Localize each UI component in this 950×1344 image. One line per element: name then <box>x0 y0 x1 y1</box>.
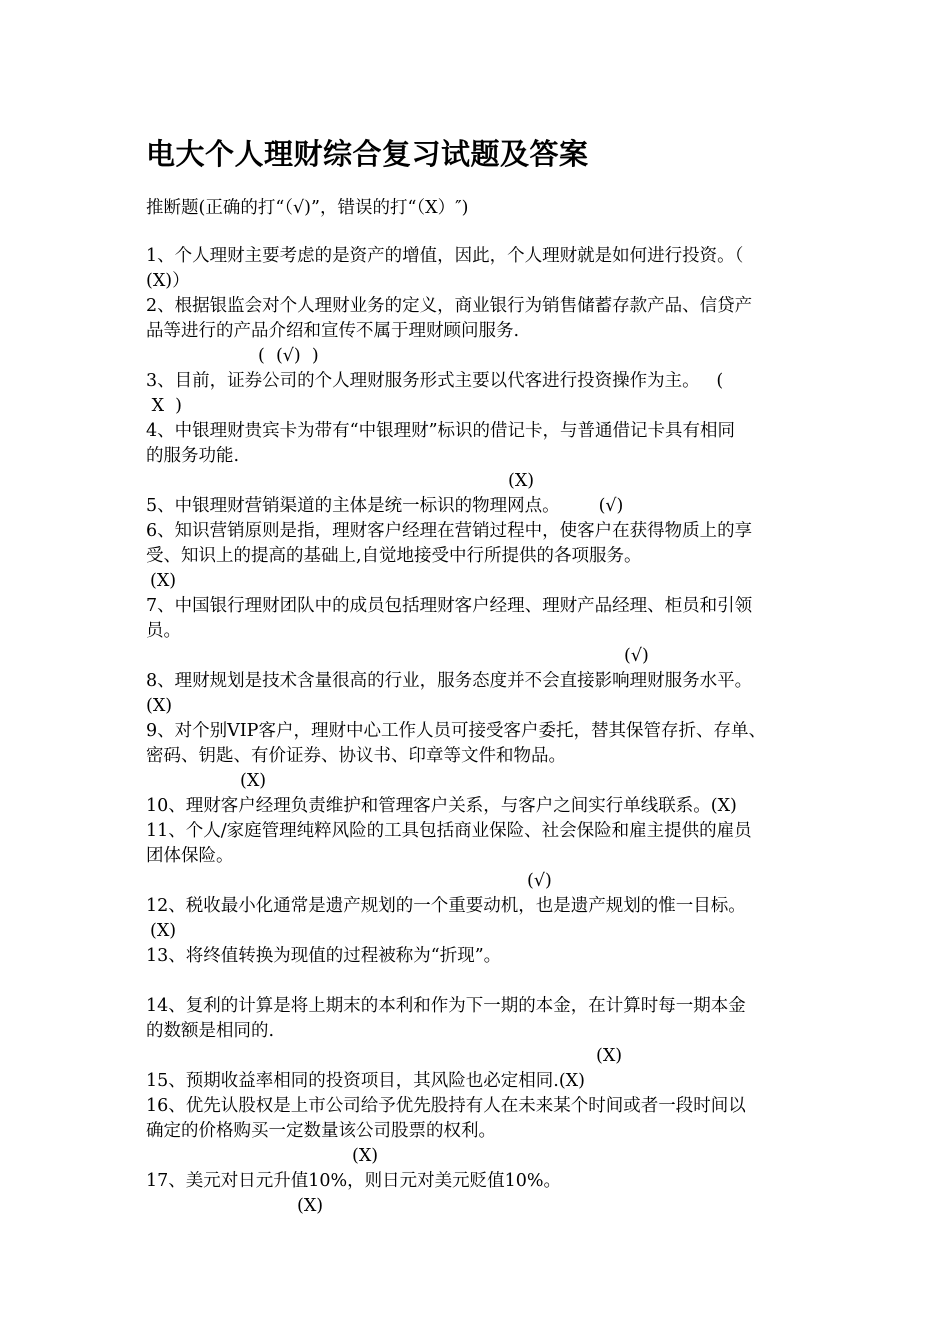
text-line: 品等进行的产品介绍和宣传不属于理财顾问服务. <box>146 321 520 341</box>
answer-mark: (X) <box>596 1046 623 1066</box>
text-line: 5、中银理财营销渠道的主体是统一标识的物理网点。 (√) <box>146 496 624 516</box>
answer-mark: (√) <box>624 646 649 666</box>
answer-mark: (X) <box>146 696 173 716</box>
text-line: 团体保险。 <box>146 846 234 866</box>
text-line: 10、理财客户经理负责维护和管理客户关系，与客户之间实行单线联系。(X) <box>146 796 737 816</box>
text-line: 11、个人/家庭管理纯粹风险的工具包括商业保险、社会保险和雇主提供的雇员 <box>146 821 752 841</box>
text-line: 17、美元对日元升值10%，则日元对美元贬值10%。 <box>146 1171 562 1191</box>
answer-mark: (X) <box>240 771 267 791</box>
text-line: 13、将终值转换为现值的过程被称为“折现”。 <box>146 946 502 966</box>
text-line: 3、目前，证券公司的个人理财服务形式主要以代客进行投资操作为主。 ( <box>146 371 724 391</box>
answer-mark: (X) <box>150 921 177 941</box>
text-line: 受、知识上的提高的基础上,自觉地接受中行所提供的各项服务。 <box>146 546 642 566</box>
answer-mark: (X) <box>352 1146 379 1166</box>
instruction-line: 推断题(正确的打“（√)”，错误的打“（X）″) <box>146 198 469 218</box>
text-line: 2、根据银监会对个人理财业务的定义，商业银行为销售储蓄存款产品、信贷产 <box>146 296 753 316</box>
answer-mark: (√) <box>527 871 552 891</box>
answer-mark: X ) <box>146 396 182 416</box>
text-line: 的服务功能. <box>146 446 240 466</box>
text-line: 12、税收最小化通常是遗产规划的一个重要动机，也是遗产规划的惟一目标。 <box>146 896 746 916</box>
text-line: 16、优先认股权是上市公司给予优先股持有人在未来某个时间或者一段时间以 <box>146 1096 746 1116</box>
text-line: 密码、钥匙、有价证券、协议书、印章等文件和物品。 <box>146 746 566 766</box>
text-line: 1、个人理财主要考虑的是资产的增值，因此，个人理财就是如何进行投资。（ <box>146 246 744 266</box>
answer-mark: (X) <box>297 1196 324 1216</box>
text-line: 8、理财规划是技术含量很高的行业，服务态度并不会直接影响理财服务水平。 <box>146 671 753 691</box>
text-line: 员。 <box>146 621 181 641</box>
answer-mark: (X) <box>508 471 535 491</box>
answer-mark: (X)） <box>146 271 190 291</box>
text-line: 6、知识营销原则是指，理财客户经理在营销过程中，使客户在获得物质上的享 <box>146 521 753 541</box>
text-line: 9、对个别VIP客户，理财中心工作人员可接受客户委托，替其保管存折、存单、 <box>146 721 766 741</box>
answer-mark: ( (√) ) <box>258 346 319 366</box>
answer-mark: (X) <box>150 571 177 591</box>
text-line: 14、复利的计算是将上期末的本利和作为下一期的本金，在计算时每一期本金 <box>146 996 746 1016</box>
text-line: 7、中国银行理财团队中的成员包括理财客户经理、理财产品经理、柜员和引领 <box>146 596 753 616</box>
text-line: 确定的价格购买一定数量该公司股票的权利。 <box>146 1121 496 1141</box>
text-line: 15、预期收益率相同的投资项目，其风险也必定相同.(X) <box>146 1071 585 1091</box>
text-line: 4、中银理财贵宾卡为带有“中银理财”标识的借记卡，与普通借记卡具有相同 <box>146 421 736 441</box>
document-title: 电大个人理财综合复习试题及答案 <box>146 137 589 171</box>
text-line: 的数额是相同的. <box>146 1021 275 1041</box>
